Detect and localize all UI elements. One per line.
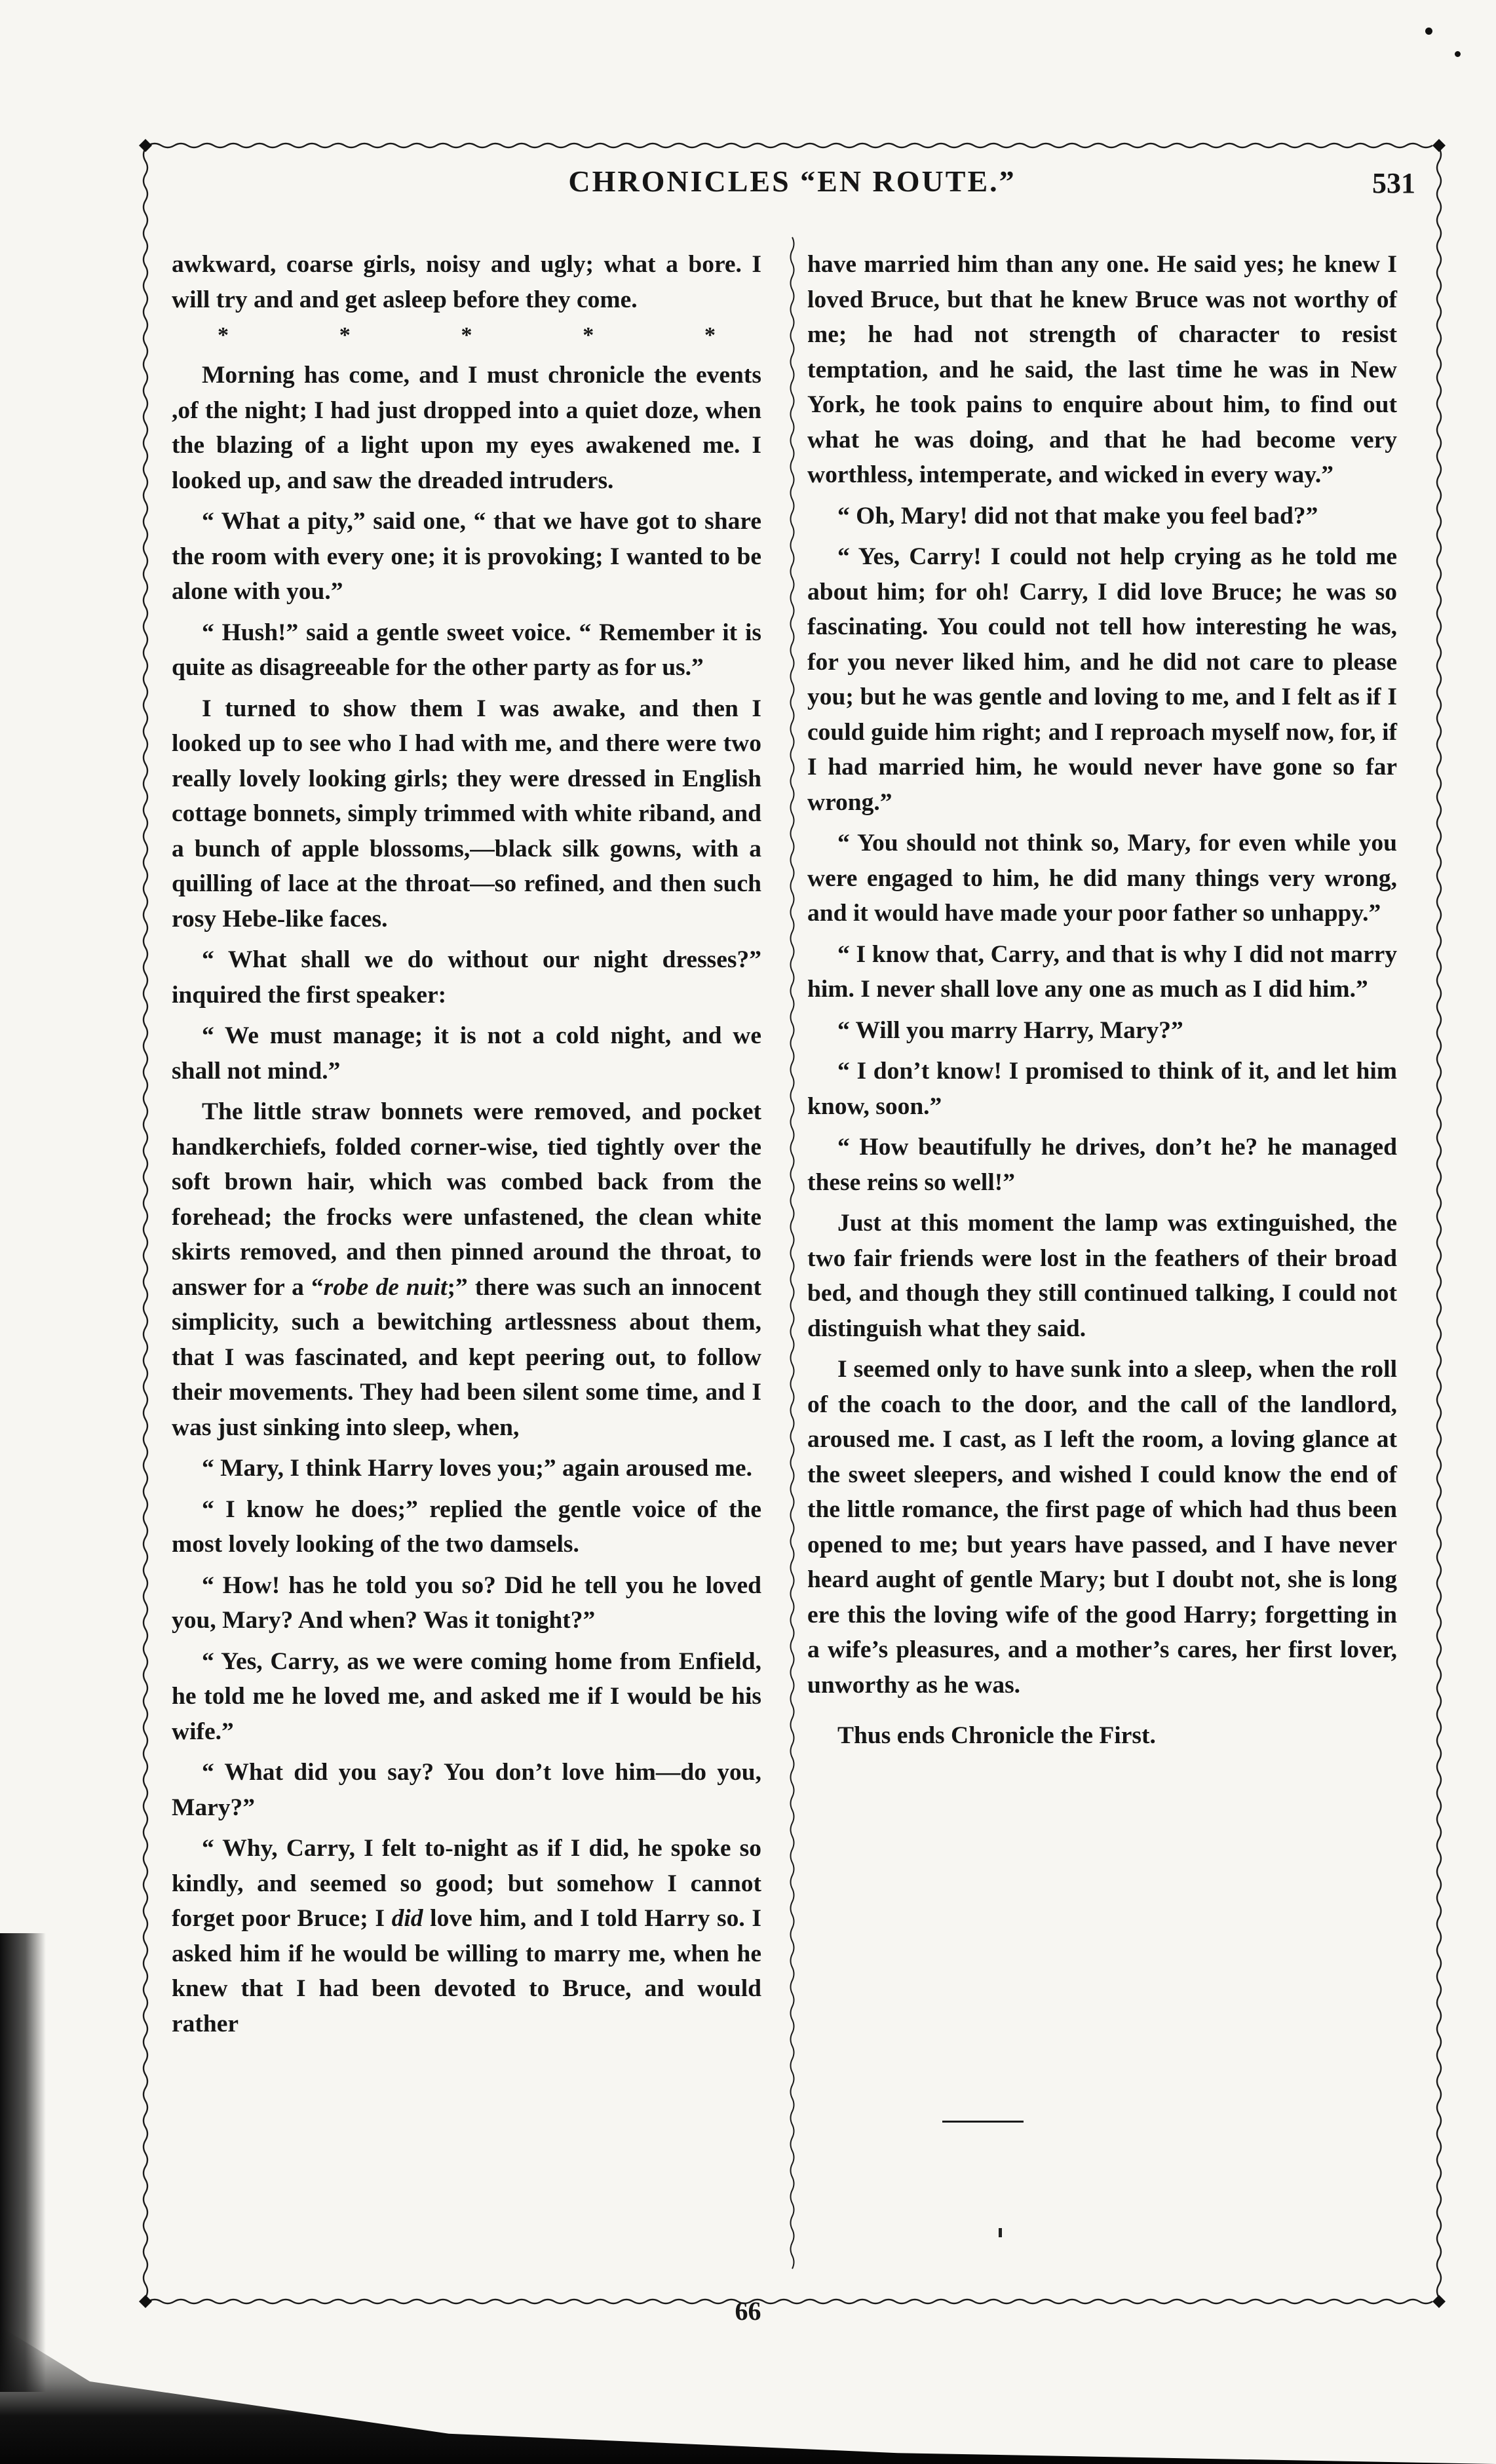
italic-phrase: robe de nuit — [323, 1273, 448, 1301]
paragraph: I seemed only to have sunk into a sleep, when the roll of the coach to the door, and the call of the landlord, aroused me. I cast, as I left the room, a loving glance at the sweet sleepers, and wished I could know the end of the little romance, the first page of which had thus been opened to me; but years have passed, and I have never heard aught of gentle Mary; but I doubt not, she is long ere this the loving wife of the good Harry; forgetting in a wife’s pleasures, and a mother’s cares, her first lover, unworthy as he was. — [807, 1356, 1397, 1699]
scan-shadow-bottom — [0, 2326, 1496, 2464]
page-frame — [139, 139, 1446, 2316]
asterisk: * — [461, 323, 472, 347]
paragraph: “ Hush!” said a gentle sweet voice. “ Remember it is quite as disagreeable for the other party as for us.” — [172, 619, 761, 681]
paragraph: “ You should not think so, Mary, for even while you were engaged to him, he did many things very wrong, and it would have made your poor father so unhappy.” — [807, 830, 1397, 927]
paragraph: “ How! has he told you so? Did he tell you he loved you, Mary? And when? Was it tonight?” — [172, 1571, 761, 1634]
closing-line: Thus ends Chronicle the First. — [837, 1722, 1156, 1749]
asterisk: * — [339, 323, 351, 347]
paragraph: “ I don’t know! I promised to think of it, and let him know, soon.” — [807, 1058, 1397, 1120]
right-column — [807, 247, 1397, 1754]
paragraph: “ Will you marry Harry, Mary?” — [837, 1016, 1183, 1044]
text-run: ;” there was such an innocent simplicity, such a bewitching artlessness about them, that I was fascinated, and kept peering out, to follow their movements. They had been silent some time, and I was just sinking into sleep, when, — [172, 1273, 761, 1441]
footer-folio: 66 — [735, 2296, 761, 2326]
asterisk: * — [218, 323, 229, 347]
paragraph: “ I know he does;” replied the gentle voice of the most lovely looking of the two damsels. — [172, 1495, 761, 1558]
italic-phrase: did — [391, 1905, 423, 1932]
paragraph: “ What a pity,” said one, “ that we have got to share the room with every one; it is provoking; I wanted to be alone with you.” — [172, 508, 761, 605]
paragraph: “ What did you say? You don’t love him—do you, Mary?” — [172, 1759, 761, 1821]
paragraph: “ Yes, Carry, as we were coming home from Enfield, he told me he loved me, and asked me if I would be his wife.” — [172, 1647, 761, 1745]
running-title: CHRONICLES “EN ROUTE.” — [568, 164, 1016, 198]
paragraph: “ I know that, Carry, and that is why I did not marry him. I never shall love any one as much as I did him.” — [807, 940, 1397, 1003]
paragraph: “ Yes, Carry! I could not help crying as he told me about him; for oh! Carry, I did love Bruce; he was so fascinating. You could not tell how interesting he was, for you never liked him, and he did not care to please you; but he was gentle and loving to me, and I felt as if I could guide him right; and I reproach myself now, for, if I had married him, he would never have gone so far wrong.” — [807, 543, 1397, 816]
ink-speck — [999, 2228, 1002, 2237]
asterisk: * — [583, 323, 594, 347]
paragraph: awkward, coarse girls, noisy and ugly; what a bore. I will try and and get asleep before they come. — [172, 251, 761, 313]
paragraph — [172, 1831, 761, 2041]
asterisk: * — [704, 323, 716, 347]
scan-speck — [1425, 28, 1432, 35]
paragraph: “ How beautifully he drives, don’t he? he managed these reins so well!” — [807, 1134, 1397, 1196]
paragraph — [172, 1094, 761, 1445]
paragraph: I turned to show them I was awake, and then I looked up to see who I had with me, and there were two really lovely looking girls; they were dressed in English cottage bonnets, simply trimmed with white riband, and a bunch of apple blossoms,—black silk gowns, with a quilling of lace at the throat—so refined, and then such rosy Hebe-like faces. — [172, 695, 761, 933]
page-number: 531 — [1372, 167, 1415, 199]
paragraph: Morning has come, and I must chronicle the events ,of the night; I had just dropped into a quiet doze, when the blazing of a light upon my eyes awakened me. I looked up, and saw the dreaded intruders. — [172, 362, 761, 494]
left-column — [172, 247, 761, 2041]
text-run: love him, and I told Harry so. I asked him if he would be willing to marry me, when he knew that I had been devoted to Bruce, and would rather — [172, 1905, 761, 2037]
paragraph: “ We must manage; it is not a cold night, and we shall not mind.” — [172, 1022, 761, 1085]
paragraph: Just at this moment the lamp was extinguished, the two fair friends were lost in the feathers of their broad bed, and though they still continued talking, I could not distinguish what they said. — [807, 1210, 1397, 1342]
scan-speck — [1455, 51, 1461, 57]
end-of-chapter-rule — [942, 2121, 1024, 2123]
text-run: “ Why, Carry, I felt to-night as if I did, he spoke so kindly, and seemed so good; but somehow I cannot forget poor Bruce; I — [172, 1835, 761, 1932]
paragraph: “ Mary, I think Harry loves you;” again aroused me. — [202, 1455, 752, 1482]
text-run: The little straw bonnets were removed, and pocket handkerchiefs, folded corner-wise, tied tightly over the soft brown hair, which was combed back from the forehead; the frocks were unfastened, the clean white skirts removed, and then pinned around the throat, to answer for a “ — [172, 1098, 761, 1301]
running-header — [139, 164, 1446, 216]
paragraph: have married him than any one. He said yes; he knew I loved Bruce, but that he knew Bruce was not worthy of me; he had not strength of character to resist temptation, and he said, the last time he was in New York, he took pains to enquire about him, to find out what he was doing, and that he had become very worthless, intemperate, and wicked in every way.” — [807, 251, 1397, 488]
section-break-asterisks — [172, 317, 761, 358]
paragraph: “ Oh, Mary! did not that make you feel bad?” — [837, 502, 1318, 529]
paragraph: “ What shall we do without our night dresses?” inquired the first speaker: — [172, 946, 761, 1009]
